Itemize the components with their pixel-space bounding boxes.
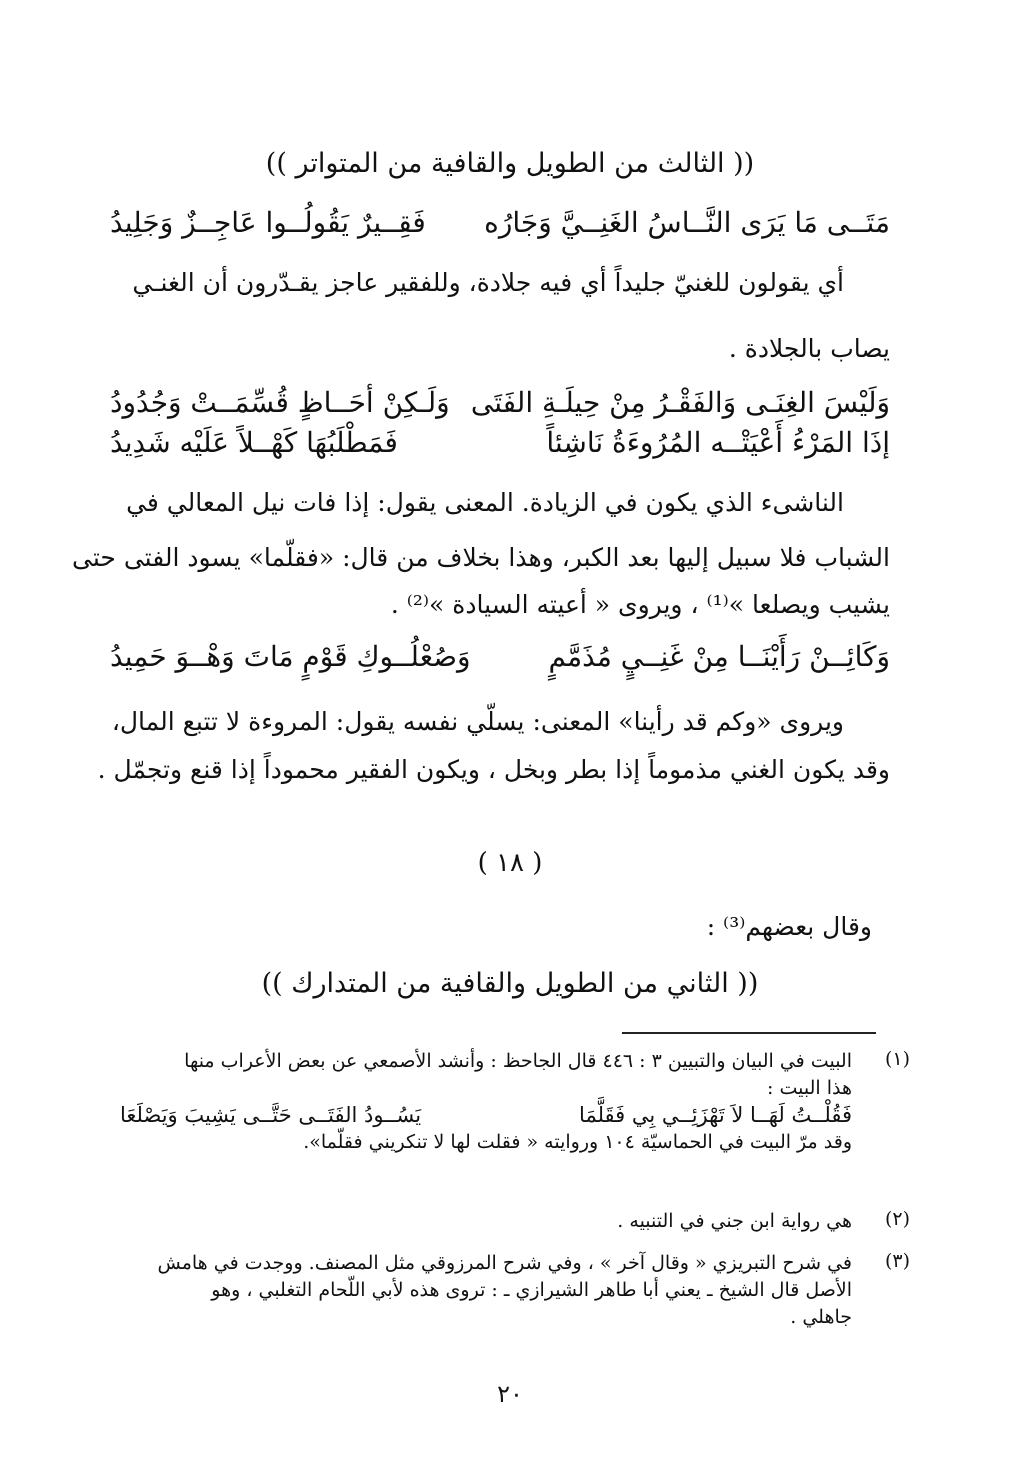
verse-2 xyxy=(110,386,890,419)
verse-2-hemistich-1: وَلَيْسَ الغِنَـى وَالفَقْـرُ مِنْ حِيلَـةِ الفَتَى xyxy=(470,386,890,419)
commentary-1-line-1: أي يقولون للغنيّ جليداً أي فيه جلادة، وللفقير عاجز يقـدّرون أن الغنـي xyxy=(132,268,844,297)
footnote-3-text xyxy=(120,1250,852,1331)
commentary-2-line-1: الناشىء الذي يكون في الزيادة. المعنى يقول: إذا فات نيل المعالي في xyxy=(126,488,844,517)
footnote-1-verse-hemistich-2: يَسُــودُ الفَتَــى حَتَّــى يَشِيبَ وَيَصْلَعَا xyxy=(120,1103,422,1127)
verse-3 xyxy=(110,426,890,459)
footnote-1-line-1: البيت في البيان والتبيين ٣ : ٤٤٦ قال الجاحظ : وأنشد الأصمعي عن بعض الأعراب منها xyxy=(184,1050,852,1072)
footnote-1-verse xyxy=(120,1102,852,1129)
verse-1-hemistich-1: مَتَــى مَا يَرَى النَّــاسُ الغَنِــيَّ وَجَارُه xyxy=(484,206,890,239)
footnote-2 xyxy=(120,1208,910,1238)
footnote-3-line-2: الأصل قال الشيخ ـ يعني أبا طاهر الشيرازي ـ : تروى هذه لأبي اللّحام التغلبي ، وهو xyxy=(211,1279,852,1301)
verse-1-hemistich-2: فَقِــيرٌ يَقُولُــوا عَاجِــزٌ وَجَلِيدُ xyxy=(110,206,426,239)
footnote-2-text xyxy=(120,1208,852,1235)
verse-4-hemistich-1: وَكَائِــنْ رَأَيْنَــا مِنْ غَنِــيٍ مُذَمَّمٍ xyxy=(548,640,890,673)
footnote-3-line-1: في شرح التبريزي « وقال آخر » ، وفي شرح المرزوقي مثل المصنف. ووجدت في هامش xyxy=(157,1252,852,1274)
footnote-3-number: (٣) xyxy=(884,1250,910,1272)
commentary-2-line-3: يشيب ويصلعا »⁽¹⁾ ، ويروى « أعيته السيادة »⁽²⁾ . xyxy=(390,590,890,619)
footnote-1-line-2: هذا البيت : xyxy=(767,1077,852,1099)
intro-line: وقال بعضهم⁽³⁾ : xyxy=(706,912,872,941)
footnote-2-line-1: هي رواية ابن جني في التنبيه . xyxy=(617,1210,852,1232)
commentary-1-line-2: يصاب بالجلادة . xyxy=(728,334,890,363)
commentary-3-line-2: وقد يكون الغني مذموماً إذا بطر وبخل ، ويكون الفقير محموداً إذا قنع وتجمّل . xyxy=(97,755,890,784)
footnote-separator xyxy=(622,1032,876,1034)
verse-1 xyxy=(110,206,890,239)
footnote-1-verse-hemistich-1: فَقُلْــتُ لَهَــا لاَ تَهْزَئِــي بِي فَقَلَّمَا xyxy=(579,1103,852,1127)
verse-3-hemistich-1: إذَا المَرْءُ أَعْيَتْــه المُرُوءَةُ نَاشِئاً xyxy=(546,426,890,459)
commentary-2-line-2: الشباب فلا سبيل إليها بعد الكبر، وهذا بخلاف من قال: «فقلّما» يسود الفتى حتى xyxy=(72,543,890,572)
verse-4-hemistich-2: وَصُعْلُــوكِ قَوْمٍ مَاتَ وَهْــوَ حَمِيدُ xyxy=(110,640,471,673)
footnote-1-number: (١) xyxy=(884,1048,910,1070)
meter-heading-1: (( الثالث من الطويل والقافية من المتواتر )) xyxy=(265,148,755,179)
footnote-1-text xyxy=(120,1048,852,1156)
footnote-1-after: وقد مرّ البيت في الحماسيّة ١٠٤ وروايته « فقلت لها لا تنكريني فقلّما». xyxy=(303,1131,852,1153)
footnote-3-line-3: جاهلي . xyxy=(790,1306,852,1328)
meter-heading-2: (( الثاني من الطويل والقافية من المتدارك )) xyxy=(261,968,759,999)
page-number: ٢٠ xyxy=(497,1380,523,1408)
commentary-3-line-1: ويروى «وكم قد رأينا» المعنى: يسلّي نفسه يقول: المروءة لا تتبع المال، xyxy=(111,707,844,736)
verse-3-hemistich-2: فَمَطْلَبُهَا كَهْــلاً عَلَيْه شَدِيدُ xyxy=(110,426,398,459)
footnote-1 xyxy=(120,1048,910,1198)
verse-4 xyxy=(110,640,890,673)
footnote-2-number: (٢) xyxy=(884,1208,910,1230)
section-number: ( ١٨ ) xyxy=(477,848,543,878)
footnote-3 xyxy=(120,1250,910,1350)
verse-2-hemistich-2: وَلَـكِنْ أحَــاظٍ قُسِّمَــتْ وَجُدُودُ xyxy=(110,386,450,419)
